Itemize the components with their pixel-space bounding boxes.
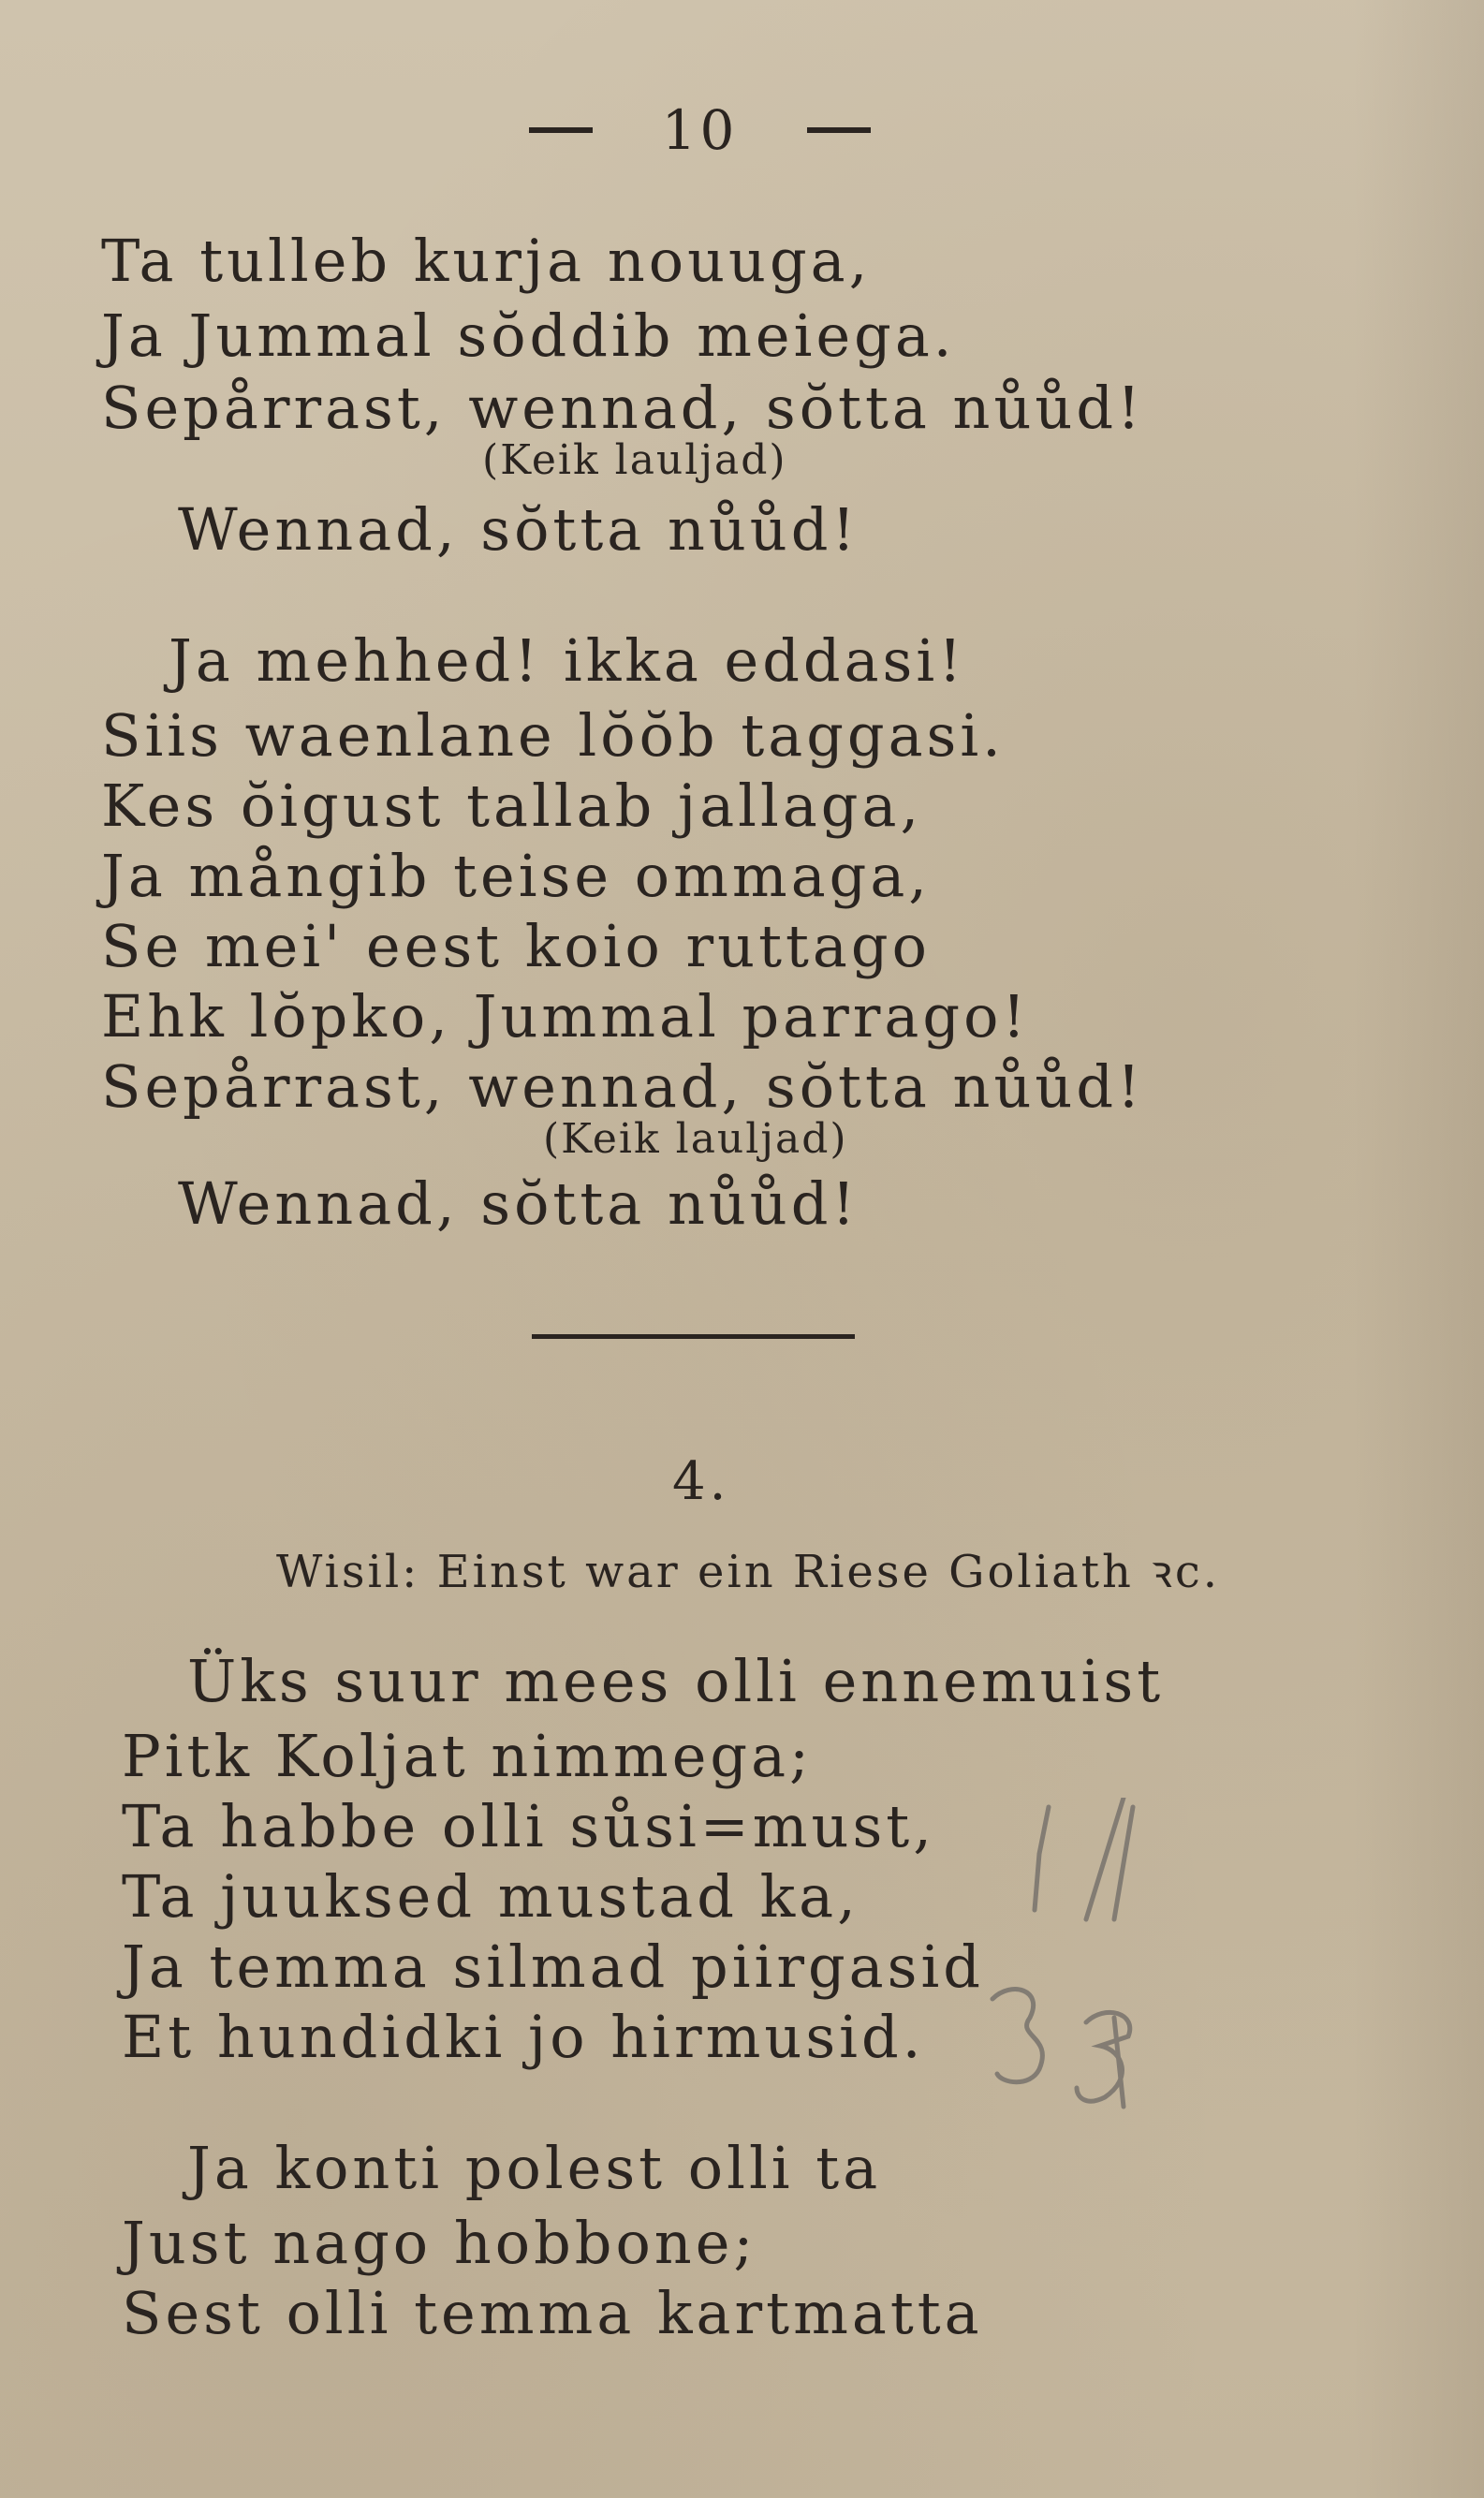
- stage-direction: (Keik lauljad): [543, 1115, 848, 1163]
- verse-line: Ja temma silmad piirgasid: [122, 1932, 984, 2001]
- page-number: 10: [661, 98, 739, 162]
- verse-line: Ta juuksed mustad ka,: [122, 1862, 860, 1931]
- page-number-right-dash: [807, 127, 871, 133]
- verse-line: Et hundidki jo hirmusid.: [122, 2003, 925, 2071]
- refrain-line: Wennad, sŏtta nůůd!: [178, 1169, 860, 1238]
- page-number-header: [529, 98, 871, 162]
- pencil-annotation-icon: [974, 1798, 1217, 2116]
- verse-line: Ja mehhed! ikka eddasi!: [169, 626, 966, 695]
- verse-line: Se mei' eest koio ruttago: [101, 912, 931, 980]
- section-divider: [532, 1334, 855, 1339]
- verse-line: Ta tulleb kurja nouuga,: [101, 227, 872, 295]
- verse-line: Sepårrast, wennad, sŏtta nůůd!: [101, 374, 1144, 442]
- verse-line: Pitk Koljat nimmega;: [122, 1722, 813, 1790]
- page-number-left-dash: [529, 127, 593, 133]
- refrain-line: Wennad, sŏtta nůůd!: [178, 495, 860, 564]
- verse-line: Ta habbe olli sůsi=must,: [122, 1792, 935, 1860]
- verse-line: Kes ŏigust tallab jallaga,: [101, 771, 923, 840]
- verse-line: Ehk lŏpko, Jummal parrago!: [101, 982, 1030, 1051]
- verse-line: Siis waenlane lŏŏb taggasi.: [101, 701, 1005, 770]
- song-number: 4.: [672, 1451, 730, 1512]
- verse-line: Ja mångib teise ommaga,: [101, 842, 932, 910]
- verse-line: Just nago hobbone;: [122, 2209, 757, 2277]
- verse-line: Ja konti polest olli ta: [187, 2134, 882, 2202]
- verse-line: Ja Jummal sŏddib meiega.: [101, 301, 956, 370]
- stage-direction: (Keik lauljad): [482, 436, 787, 484]
- page-gutter-shadow: [1353, 0, 1484, 2498]
- verse-line: Sepårrast, wennad, sŏtta nůůd!: [101, 1052, 1144, 1121]
- tune-heading: Wisil: Einst war ein Riese Goliath ꝛc.: [276, 1546, 1221, 1598]
- verse-line: Üks suur mees olli ennemuist: [187, 1647, 1165, 1715]
- verse-line: Sest olli temma kartmatta: [122, 2279, 983, 2347]
